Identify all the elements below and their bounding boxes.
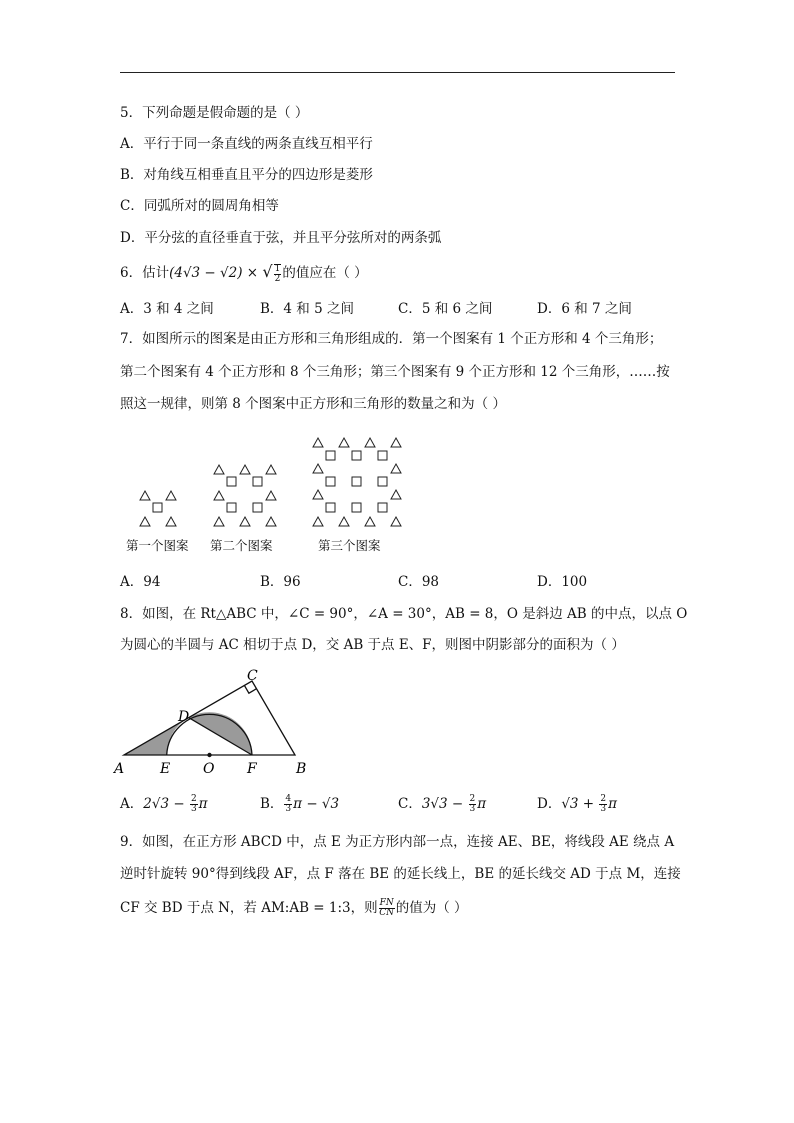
q6-option-a: A．3 和 4 之间 bbox=[120, 301, 214, 317]
q7-option-d: D．100 bbox=[537, 574, 588, 590]
q5-option-c: C．同弧所对的圆周角相等 bbox=[120, 198, 279, 214]
label-f: F bbox=[247, 761, 257, 777]
q8-option-d bbox=[537, 795, 617, 814]
q8-c-after: π bbox=[477, 796, 487, 812]
q8-b-num: 4 bbox=[285, 794, 292, 804]
q8-a-after: π bbox=[198, 796, 208, 812]
q5-stem: 5．下列命题是假命题的是（ ） bbox=[120, 105, 309, 121]
q6-prefix: 6．估计 bbox=[120, 265, 170, 281]
q8-c-num: 2 bbox=[469, 794, 476, 804]
q8-d-num: 2 bbox=[600, 794, 607, 804]
q8-triangle-figure bbox=[110, 662, 325, 777]
q7-line-1: 7．如图所示的图案是由正方形和三角形组成的．第一个图案有 1 个正方形和 4 个三角形； bbox=[120, 331, 663, 347]
q9-line-3-after: 的值为（ ） bbox=[395, 900, 468, 916]
q8-b-den: 3 bbox=[285, 804, 292, 814]
label-e: E bbox=[160, 761, 171, 777]
label-c: C bbox=[247, 668, 258, 684]
q8-c-fraction bbox=[469, 795, 477, 814]
q6-frac-num: 1 bbox=[274, 263, 281, 274]
q8-c-before: 3√3 − bbox=[421, 796, 468, 812]
q9-line-1: 9．如图，在正方形 ABCD 中，点 E 为正方形内部一点，连接 AE、BE，将线段 AE 绕点 A bbox=[120, 834, 675, 850]
q8-line-1: 8．如图，在 Rt△ABC 中，∠C = 90°，∠A = 30°，AB = 8，O 是斜边 AB 的中点，以点 O bbox=[120, 606, 688, 622]
pattern-2 bbox=[214, 465, 276, 526]
q8-d-after: π bbox=[608, 796, 618, 812]
q7-line-2: 第二个图案有 4 个正方形和 8 个三角形；第三个图案有 9 个正方形和 12 个三角形，……按 bbox=[120, 364, 670, 380]
label-a: A bbox=[114, 761, 125, 777]
q6-option-c: C．5 和 6 之间 bbox=[398, 301, 493, 317]
q8-a-before: 2√3 − bbox=[143, 796, 189, 812]
q6-sqrt-symbol: √ bbox=[262, 262, 273, 281]
q7-option-a: A．94 bbox=[120, 574, 161, 590]
shaded-region-right bbox=[189, 712, 252, 755]
q5-option-b: B．对角线互相垂直且平分的四边形是菱形 bbox=[120, 167, 373, 183]
q8-c-den: 3 bbox=[469, 804, 476, 814]
pattern-1 bbox=[140, 491, 176, 526]
q9-frac-num: FN bbox=[379, 898, 394, 908]
q7-pattern-figure bbox=[120, 430, 420, 535]
q9-ratio-fraction bbox=[379, 899, 395, 918]
label-b: B bbox=[296, 761, 307, 777]
q6-stem bbox=[120, 263, 368, 284]
q9-line-3 bbox=[120, 899, 468, 918]
center-point-o bbox=[207, 753, 211, 757]
q8-option-a bbox=[120, 795, 208, 814]
q5-option-d: D．平分弦的直径垂直于弦，并且平分弦所对的两条弧 bbox=[120, 230, 442, 246]
q8-a-den: 3 bbox=[190, 804, 197, 814]
q8-d-fraction bbox=[599, 795, 607, 814]
q8-b-letter: B． bbox=[260, 796, 284, 812]
q8-b-after: π − √3 bbox=[293, 796, 340, 812]
q8-d-den: 3 bbox=[600, 804, 607, 814]
q8-a-letter: A． bbox=[120, 796, 144, 812]
q8-d-before: √3 + bbox=[561, 796, 599, 812]
q8-b-fraction bbox=[284, 795, 292, 814]
q6-expression: (4√3 − √2) × bbox=[169, 265, 263, 281]
q6-suffix: 的值应在（ ） bbox=[282, 265, 368, 281]
label-d: D bbox=[178, 709, 190, 725]
q8-c-letter: C． bbox=[398, 796, 422, 812]
q8-a-fraction bbox=[190, 795, 198, 814]
q6-option-d: D．6 和 7 之间 bbox=[537, 301, 632, 317]
label-o: O bbox=[203, 761, 215, 777]
q7-caption-2: 第二个图案 bbox=[210, 538, 273, 553]
q8-d-letter: D． bbox=[537, 796, 562, 812]
q6-half-fraction bbox=[274, 264, 282, 284]
q5-option-a: A．平行于同一条直线的两条直线互相平行 bbox=[120, 136, 373, 152]
q7-option-b: B．96 bbox=[260, 574, 301, 590]
q6-frac-den: 2 bbox=[274, 273, 281, 284]
q6-option-b: B．4 和 5 之间 bbox=[260, 301, 354, 317]
q8-option-b bbox=[260, 795, 339, 814]
q7-caption-3: 第三个图案 bbox=[318, 538, 381, 553]
q8-option-c bbox=[398, 795, 486, 814]
q7-option-c: C．98 bbox=[398, 574, 440, 590]
header-rule bbox=[120, 72, 675, 73]
q9-line-2: 逆时针旋转 90°得到线段 AF，点 F 落在 BE 的延长线上，BE 的延长线交 AD 于点 M，连接 bbox=[120, 866, 681, 882]
q8-line-2: 为圆心的半圆与 AC 相切于点 D，交 AB 于点 E、F，则图中阴影部分的面积为（ ） bbox=[120, 637, 625, 653]
q7-line-3: 照这一规律，则第 8 个图案中正方形和三角形的数量之和为（ ） bbox=[120, 396, 506, 412]
q7-caption-1: 第一个图案 bbox=[126, 538, 189, 553]
pattern-3 bbox=[313, 438, 401, 526]
q9-frac-den: CN bbox=[379, 908, 395, 918]
q8-a-num: 2 bbox=[190, 794, 197, 804]
q9-line-3-before: CF 交 BD 于点 N，若 AM:AB = 1:3，则 bbox=[120, 900, 378, 916]
